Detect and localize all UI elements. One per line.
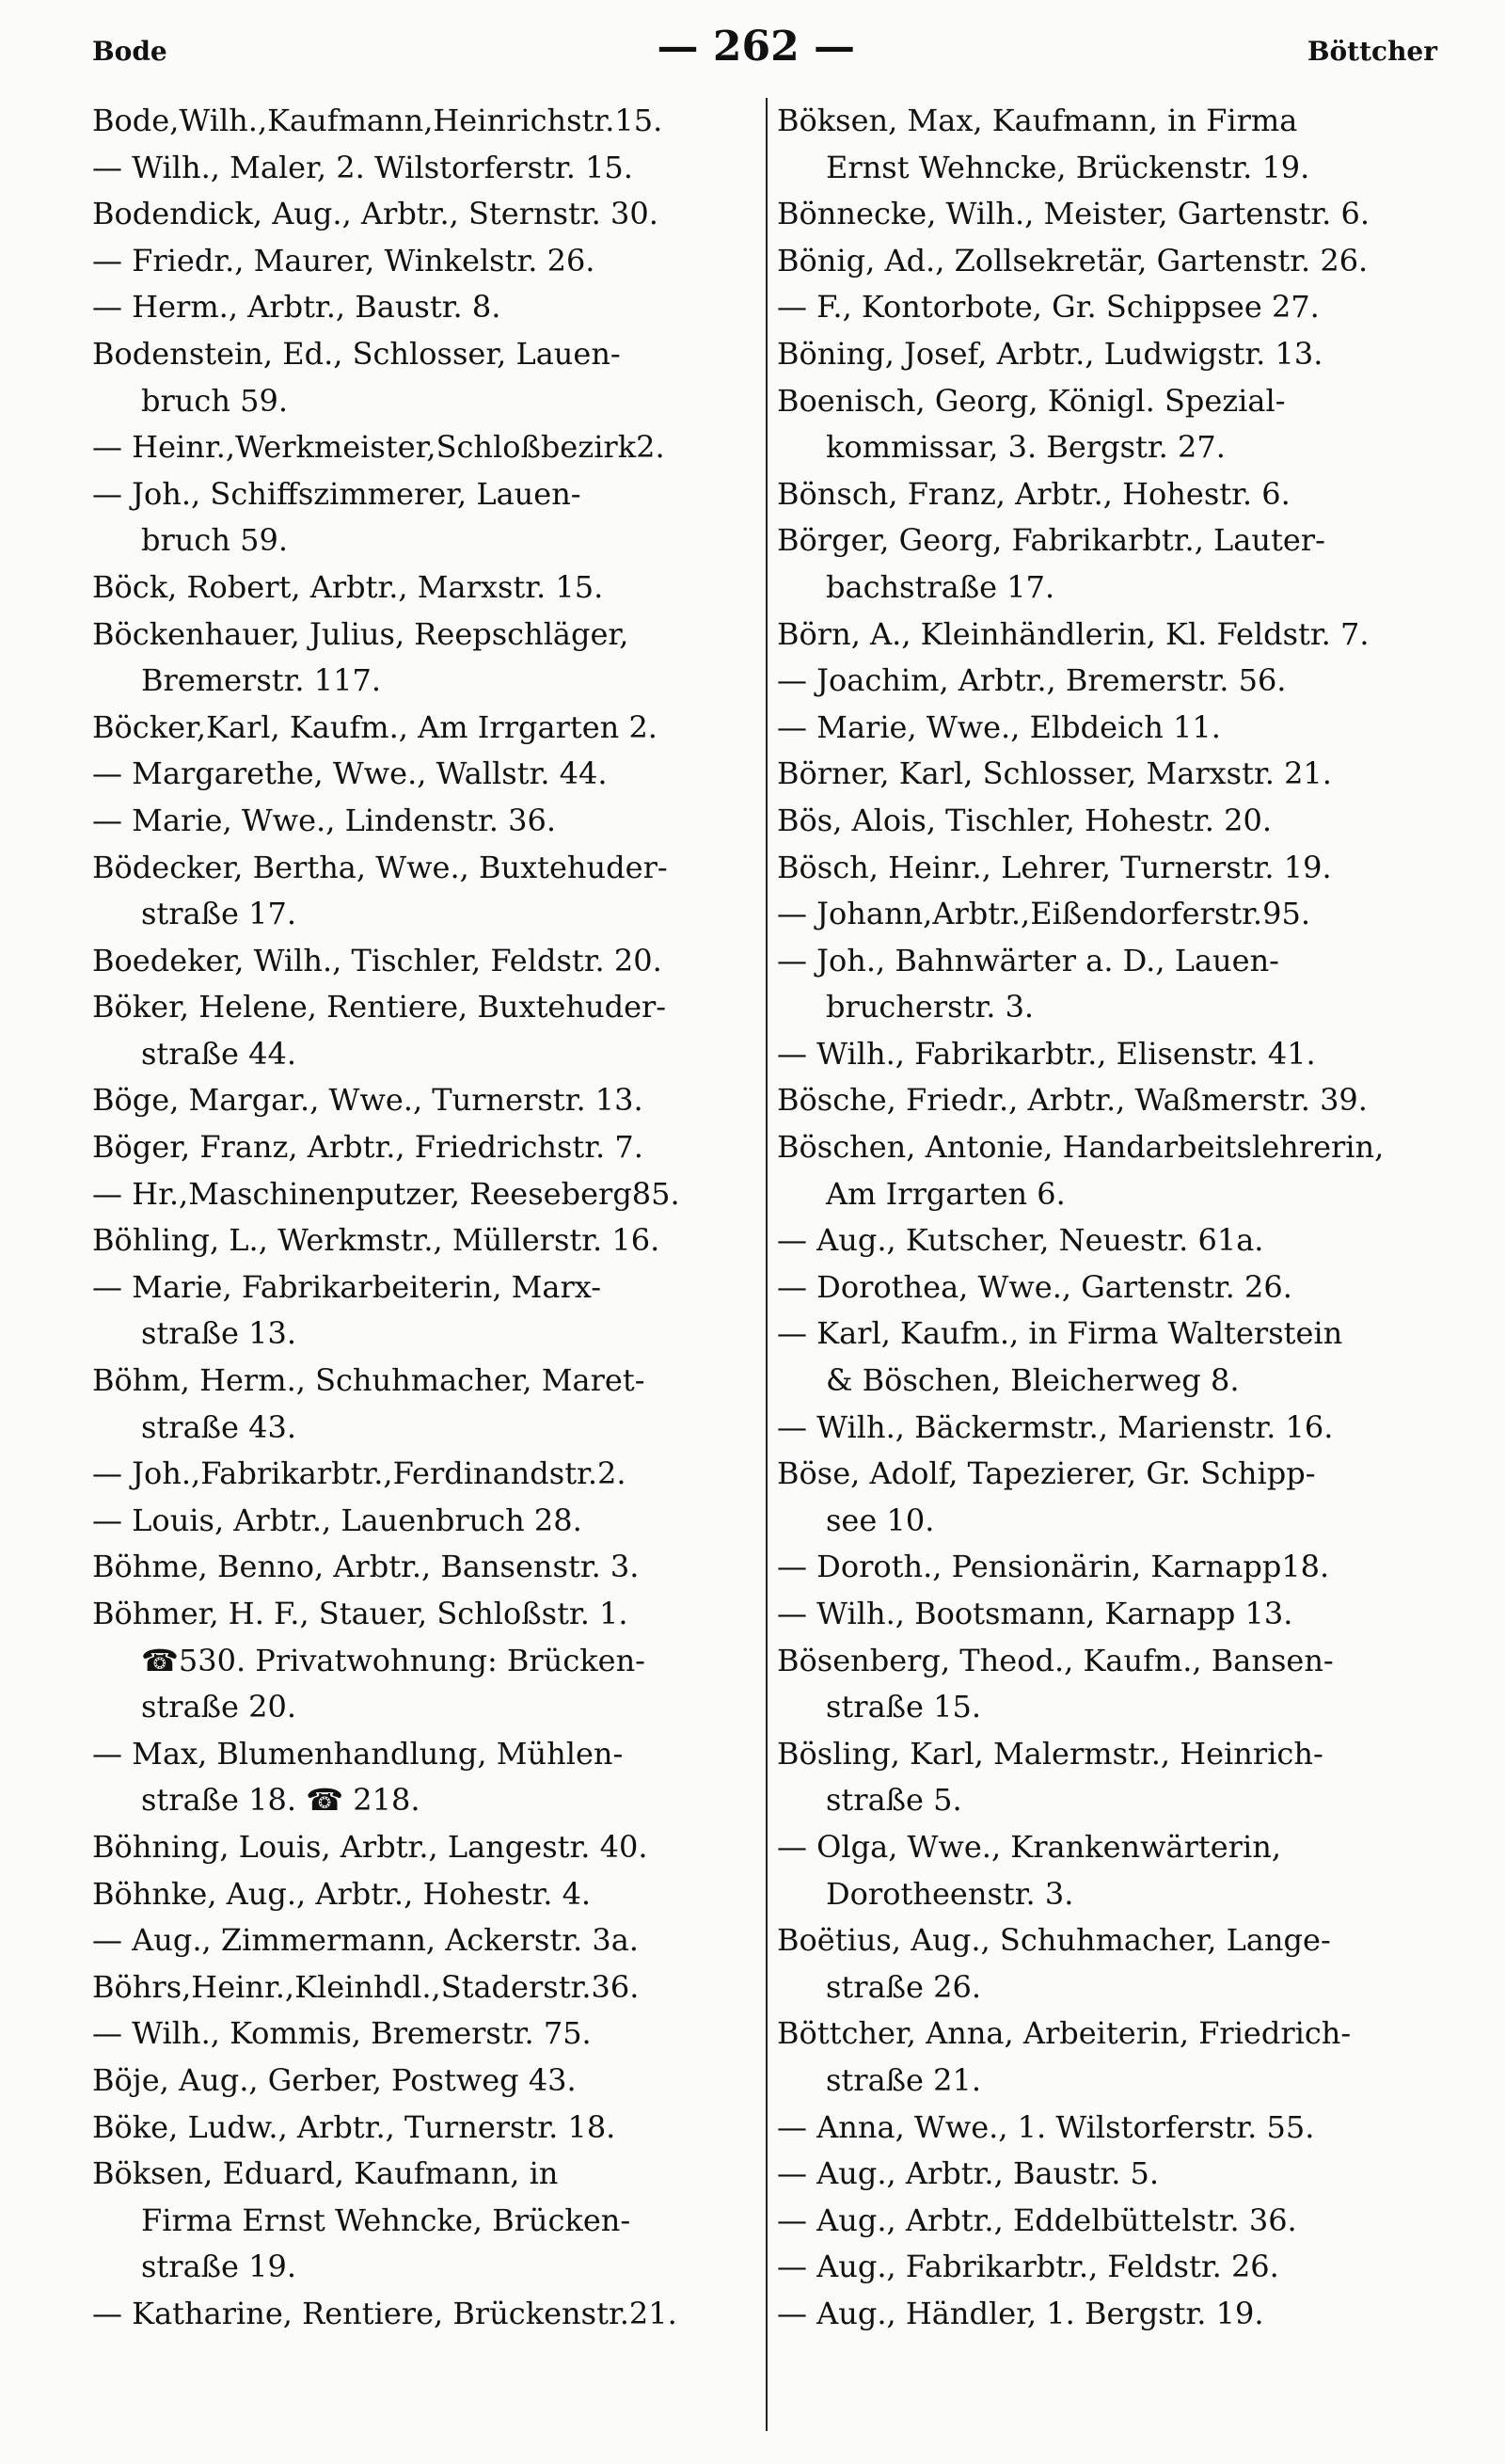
directory-entry: [777, 2198, 1435, 2245]
entry-line: — Wilh., Bäckermstr., Marienstr. 16.: [777, 1408, 1334, 1445]
entry-line: Bösch, Heinr., Lehrer, Turnerstr. 19.: [777, 849, 1332, 885]
column-divider: [766, 98, 768, 2431]
entry-line: Bode,Wilh.,Kaufmann,Heinrichstr.15.: [92, 103, 663, 138]
entry-continuation-line: straße 19.: [141, 2249, 297, 2285]
directory-entry: [777, 1917, 1435, 2011]
entry-line: — Karl, Kaufm., in Firma Walterstein: [777, 1315, 1343, 1352]
directory-entry: [777, 798, 1435, 845]
entry-continuation-line: Am Irrgarten 6.: [826, 1175, 1066, 1212]
entry-line: — Joh., Schiffszimmerer, Lauen-: [92, 475, 581, 512]
entry-line: Böhling, L., Werkmstr., Müllerstr. 16.: [92, 1222, 660, 1259]
directory-entry: [777, 378, 1435, 471]
entry-line: — Marie, Wwe., Elbdeich 11.: [777, 708, 1221, 745]
entry-line: Böhme, Benno, Arbtr., Bansenstr. 3.: [92, 1549, 640, 1585]
directory-entry: [777, 2244, 1435, 2291]
directory-entry: [777, 2105, 1435, 2152]
entry-line: Böhning, Louis, Arbtr., Langestr. 40.: [92, 1828, 648, 1865]
directory-entry: [92, 1591, 751, 1731]
directory-entry: [777, 1311, 1435, 1404]
directory-entry: [777, 517, 1435, 611]
entry-line: Böhm, Herm., Schuhmacher, Maret-: [92, 1362, 645, 1399]
entry-continuation-line: straße 44.: [141, 1035, 297, 1072]
entry-continuation-line: straße 13.: [141, 1315, 297, 1352]
entry-line: Böck, Robert, Arbtr., Marxstr. 15.: [92, 568, 604, 605]
entry-line: — Marie, Fabrikarbeiterin, Marx-: [92, 1268, 602, 1305]
directory-entry: [92, 424, 751, 471]
entry-line: — Max, Blumenhandlung, Mühlen-: [92, 1735, 624, 1772]
entry-continuation-line: Dorotheenstr. 3.: [826, 1875, 1074, 1912]
directory-entry: [777, 1824, 1435, 1917]
entry-line: Börn, A., Kleinhändlerin, Kl. Feldstr. 7.: [777, 615, 1370, 652]
directory-entry: [92, 984, 751, 1077]
directory-entry: [92, 1544, 751, 1591]
entry-line: Böttcher, Anna, Arbeiterin, Friedrich-: [777, 2015, 1352, 2052]
entry-line: Bodenstein, Ed., Schlosser, Lauen-: [92, 335, 621, 372]
right-column: [777, 98, 1435, 2338]
entry-line: Börger, Georg, Fabrikarbtr., Lauter-: [777, 522, 1325, 559]
header-left-keyword: Bode: [92, 36, 167, 67]
entry-line: Böse, Adolf, Tapezierer, Gr. Schipp-: [777, 1455, 1316, 1492]
entry-line: Bösling, Karl, Malermstr., Heinrich-: [777, 1735, 1323, 1772]
directory-entry: [777, 845, 1435, 892]
entry-line: Böschen, Antonie, Handarbeitslehrerin,: [777, 1129, 1385, 1166]
directory-entry: [92, 938, 751, 985]
directory-entry: [777, 705, 1435, 752]
directory-entry: [92, 1964, 751, 2011]
entry-line: — Aug., Zimmermann, Ackerstr. 3a.: [92, 1922, 639, 1959]
entry-line: Boëtius, Aug., Schuhmacher, Lange-: [777, 1922, 1331, 1959]
entry-continuation-line: straße 5.: [826, 1782, 962, 1819]
columns: [92, 98, 1437, 2338]
directory-entry: [777, 1638, 1435, 1731]
entry-continuation-line: bachstraße 17.: [826, 568, 1055, 605]
directory-entry: [92, 612, 751, 705]
entry-line: Böksen, Max, Kaufmann, in Firma: [777, 103, 1298, 138]
entry-continuation-line: brucherstr. 3.: [826, 989, 1035, 1025]
left-column: [92, 98, 751, 2338]
directory-entry: [777, 1077, 1435, 1124]
entry-line: Böke, Ludw., Arbtr., Turnerstr. 18.: [92, 2108, 616, 2145]
entry-line: — Friedr., Maurer, Winkelstr. 26.: [92, 242, 595, 278]
directory-entry: [777, 191, 1435, 238]
entry-line: — Marie, Wwe., Lindenstr. 36.: [92, 802, 556, 838]
directory-entry: [92, 238, 751, 285]
directory-entry: [777, 1451, 1435, 1544]
entry-line: Bodendick, Aug., Arbtr., Sternstr. 30.: [92, 196, 658, 232]
entry-line: — Katharine, Rentiere, Brückenstr.21.: [92, 2295, 677, 2331]
entry-line: Böker, Helene, Rentiere, Buxtehuder-: [92, 989, 667, 1025]
entry-continuation-line: kommissar, 3. Bergstr. 27.: [826, 429, 1226, 466]
entry-continuation-line: straße 43.: [141, 1408, 297, 1445]
entry-line: — Doroth., Pensionärin, Karnapp18.: [777, 1549, 1330, 1585]
directory-entry: [777, 238, 1435, 285]
directory-entry: [92, 564, 751, 612]
directory-entry: [92, 2291, 751, 2338]
entry-line: Böje, Aug., Gerber, Postweg 43.: [92, 2061, 577, 2098]
header-right-keyword: Böttcher: [1307, 36, 1437, 67]
entry-continuation-line: bruch 59.: [141, 382, 288, 419]
directory-entry: [92, 2105, 751, 2152]
directory-entry: [777, 331, 1435, 378]
entry-continuation-line: straße 20.: [141, 1689, 297, 1725]
entry-continuation-line: bruch 59.: [141, 522, 288, 559]
directory-entry: [92, 1077, 751, 1124]
directory-entry: [92, 798, 751, 845]
entry-line: — Aug., Arbtr., Eddelbüttelstr. 36.: [777, 2202, 1297, 2238]
entry-line: Bös, Alois, Tischler, Hohestr. 20.: [777, 802, 1272, 838]
entry-line: — Anna, Wwe., 1. Wilstorferstr. 55.: [777, 2108, 1315, 2145]
entry-continuation-line: straße 15.: [826, 1689, 982, 1725]
entry-line: Böhmer, H. F., Stauer, Schloßstr. 1.: [92, 1596, 628, 1631]
entry-continuation-line: & Böschen, Bleicherweg 8.: [826, 1362, 1240, 1399]
entry-line: — Aug., Arbtr., Baustr. 5.: [777, 2155, 1160, 2192]
entry-line: — Heinr.,Werkmeister,Schloßbezirk2.: [92, 429, 665, 466]
directory-entry: [92, 471, 751, 564]
directory-entry: [777, 891, 1435, 938]
directory-entry: [92, 2058, 751, 2105]
directory-entry: [92, 331, 751, 424]
directory-entry: [777, 1591, 1435, 1638]
entry-line: Börner, Karl, Schlosser, Marxstr. 21.: [777, 755, 1332, 792]
directory-entry: [777, 938, 1435, 1031]
directory-entry: [777, 2151, 1435, 2198]
entry-line: Bösenberg, Theod., Kaufm., Bansen-: [777, 1642, 1334, 1678]
entry-line: — Johann,Arbtr.,Eißendorferstr.95.: [777, 896, 1310, 932]
directory-entry: [777, 2291, 1435, 2338]
entry-line: Böger, Franz, Arbtr., Friedrichstr. 7.: [92, 1129, 643, 1166]
entry-continuation-line: ☎530. Privatwohnung: Brücken-: [141, 1642, 645, 1678]
entry-continuation-line: see 10.: [826, 1502, 935, 1538]
directory-entry: [92, 1731, 751, 1824]
entry-line: Boenisch, Georg, Königl. Spezial-: [777, 382, 1286, 419]
entry-continuation-line: Firma Ernst Wehncke, Brücken-: [141, 2202, 631, 2238]
entry-line: Boedeker, Wilh., Tischler, Feldstr. 20.: [92, 942, 662, 978]
directory-entry: [92, 145, 751, 192]
entry-line: — Aug., Fabrikarbtr., Feldstr. 26.: [777, 2249, 1279, 2285]
entry-line: — Dorothea, Wwe., Gartenstr. 26.: [777, 1268, 1292, 1305]
directory-entry: [92, 1358, 751, 1451]
entry-line: Bösche, Friedr., Arbtr., Waßmerstr. 39.: [777, 1082, 1368, 1119]
entry-line: — Herm., Arbtr., Baustr. 8.: [92, 289, 501, 326]
entry-line: — Aug., Kutscher, Neuestr. 61a.: [777, 1222, 1264, 1259]
entry-continuation-line: Bremerstr. 117.: [141, 662, 381, 699]
directory-entry: [777, 1405, 1435, 1452]
directory-entry: [92, 1824, 751, 1871]
entry-continuation-line: straße 21.: [826, 2061, 982, 2098]
directory-entry: [777, 658, 1435, 705]
directory-entry: [777, 612, 1435, 659]
entry-continuation-line: straße 18. ☎ 218.: [141, 1782, 420, 1819]
directory-entry: [92, 751, 751, 798]
entry-line: — Wilh., Fabrikarbtr., Elisenstr. 41.: [777, 1035, 1316, 1072]
entry-line: — Wilh., Maler, 2. Wilstorferstr. 15.: [92, 149, 633, 185]
entry-line: Böning, Josef, Arbtr., Ludwigstr. 13.: [777, 335, 1323, 372]
entry-line: Bödecker, Bertha, Wwe., Buxtehuder-: [92, 849, 668, 885]
entry-line: — Wilh., Bootsmann, Karnapp 13.: [777, 1596, 1293, 1631]
entry-line: Bönsch, Franz, Arbtr., Hohestr. 6.: [777, 475, 1291, 512]
page-header: [92, 23, 1437, 98]
entry-line: — Hr.,Maschinenputzer, Reeseberg85.: [92, 1175, 680, 1212]
entry-line: Böckenhauer, Julius, Reepschläger,: [92, 615, 629, 652]
entry-line: Böhnke, Aug., Arbtr., Hohestr. 4.: [92, 1875, 592, 1912]
entry-line: — Joachim, Arbtr., Bremerstr. 56.: [777, 662, 1287, 699]
entry-line: Böge, Margar., Wwe., Turnerstr. 13.: [92, 1082, 643, 1119]
entry-line: — Aug., Händler, 1. Bergstr. 19.: [777, 2295, 1264, 2331]
directory-entry: [777, 1217, 1435, 1264]
directory-entry: [92, 1871, 751, 1918]
directory-entry: [777, 751, 1435, 798]
directory-entry: [92, 1917, 751, 1964]
entry-line: — Margarethe, Wwe., Wallstr. 44.: [92, 755, 608, 792]
entry-line: — Louis, Arbtr., Lauenbruch 28.: [92, 1502, 582, 1538]
directory-entry: [777, 1731, 1435, 1824]
directory-entry: [777, 98, 1435, 191]
entry-line: Böksen, Eduard, Kaufmann, in: [92, 2155, 559, 2192]
entry-line: — Joh., Bahnwärter a. D., Lauen-: [777, 942, 1279, 978]
directory-entry: [92, 705, 751, 752]
entry-continuation-line: straße 17.: [141, 896, 297, 932]
directory-entry: [92, 1451, 751, 1498]
entry-line: Böcker,Karl, Kaufm., Am Irrgarten 2.: [92, 708, 657, 745]
entry-line: — Olga, Wwe., Krankenwärterin,: [777, 1828, 1281, 1865]
entry-line: Böhrs,Heinr.,Kleinhdl.,Staderstr.36.: [92, 1968, 640, 2005]
directory-entry: [777, 1031, 1435, 1078]
directory-entry: [92, 2151, 751, 2291]
directory-entry: [92, 1217, 751, 1264]
directory-entry: [92, 2011, 751, 2058]
directory-entry: [777, 1544, 1435, 1591]
directory-entry: [777, 471, 1435, 518]
directory-entry: [777, 1264, 1435, 1311]
entry-line: Bönig, Ad., Zollsekretär, Gartenstr. 26.: [777, 242, 1369, 278]
directory-entry: [92, 98, 751, 145]
directory-entry: [92, 1124, 751, 1171]
entry-line: — Joh.,Fabrikarbtr.,Ferdinandstr.2.: [92, 1455, 626, 1492]
directory-entry: [777, 1124, 1435, 1217]
directory-entry: [92, 191, 751, 238]
entry-line: — F., Kontorbote, Gr. Schippsee 27.: [777, 289, 1320, 326]
entry-line: Bönnecke, Wilh., Meister, Gartenstr. 6.: [777, 196, 1370, 232]
entry-line: — Wilh., Kommis, Bremerstr. 75.: [92, 2015, 592, 2052]
directory-entry: [92, 1264, 751, 1358]
directory-entry: [92, 1498, 751, 1545]
entry-continuation-line: straße 26.: [826, 1968, 982, 2005]
directory-entry: [92, 284, 751, 331]
page-number: — 262 —: [657, 23, 856, 71]
directory-entry: [777, 284, 1435, 331]
directory-entry: [92, 845, 751, 938]
entry-continuation-line: Ernst Wehncke, Brückenstr. 19.: [826, 149, 1310, 185]
directory-entry: [777, 2011, 1435, 2104]
directory-entry: [92, 1171, 751, 1218]
